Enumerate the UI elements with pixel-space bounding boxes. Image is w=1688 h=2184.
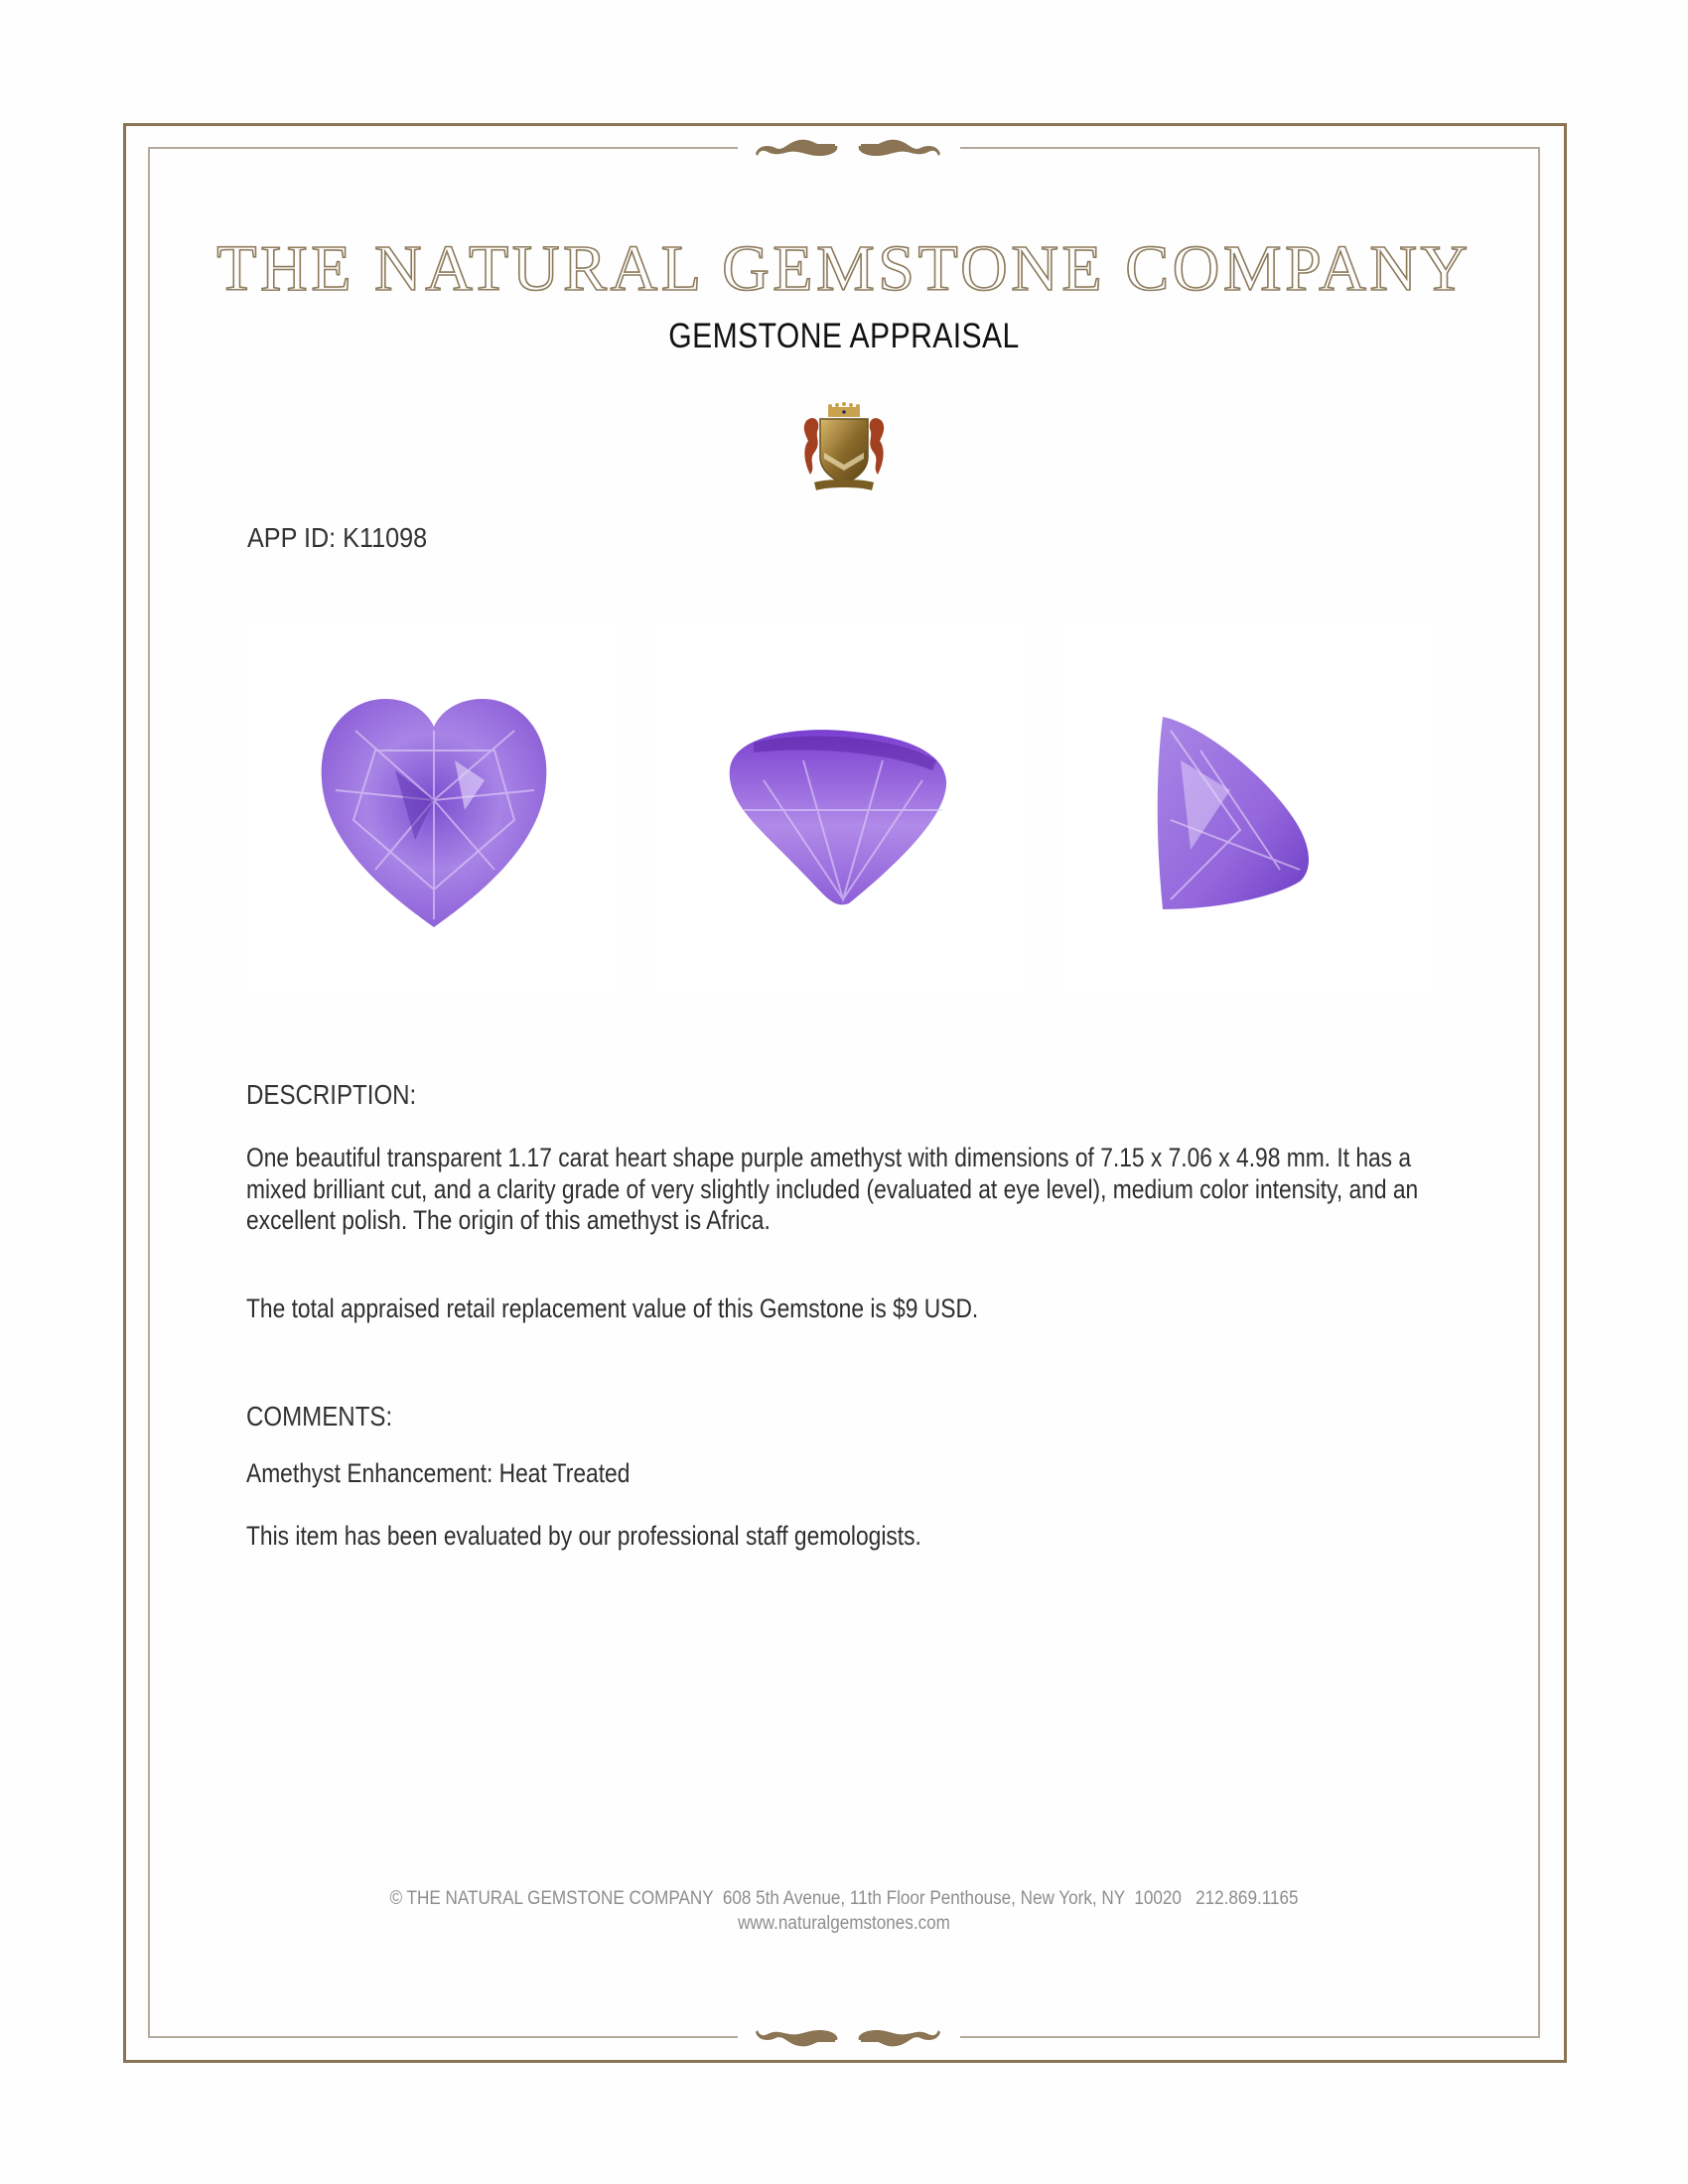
gem-photo-side-view <box>654 621 1030 995</box>
inner-frame-left <box>148 147 150 2038</box>
inner-frame-top-left <box>148 147 738 149</box>
company-name-title: THE NATURAL GEMSTONE COMPANY <box>216 232 1472 305</box>
company-crest-icon <box>802 401 886 494</box>
document-title: GEMSTONE APPRAISAL <box>668 317 1020 355</box>
comments-heading: COMMENTS: <box>246 1401 393 1432</box>
description-text: One beautiful transparent 1.17 carat heart shape purple amethyst with dimensions of 7.15 x 7.06 x 4.98 mm. It has a mixed brilliant cut, and a clarity grade of very slightly included (evaluated at eye level), medium color intensity, and an excellent polish. The origin of this amethyst is Africa. <box>246 1143 1419 1235</box>
inner-frame-top-right <box>960 147 1540 149</box>
footer-website-link[interactable]: www.naturalgemstones.com <box>738 1913 950 1934</box>
gem-side-icon <box>654 621 1030 995</box>
top-ornament-icon <box>754 136 942 158</box>
gem-photo-top-view <box>246 621 622 995</box>
heart-gem-icon <box>246 621 622 995</box>
app-id-label: APP ID: K11098 <box>247 522 428 553</box>
appraised-value-text: The total appraised retail replacement value of this Gemstone is $9 USD. <box>246 1294 979 1323</box>
evaluation-comment: This item has been evaluated by our professional staff gemologists. <box>246 1521 921 1551</box>
description-heading: DESCRIPTION: <box>246 1079 417 1110</box>
bottom-ornament-icon <box>754 2028 942 2050</box>
inner-frame-bottom-left <box>148 2036 738 2038</box>
inner-frame-right <box>1538 147 1540 2038</box>
inner-frame-bottom-right <box>960 2036 1540 2038</box>
gem-photo-profile-view <box>1061 621 1437 995</box>
gem-profile-icon <box>1061 621 1437 995</box>
footer-address: © THE NATURAL GEMSTONE COMPANY 608 5th Avenue, 11th Floor Penthouse, New York, NY 10020 212.869.1165 <box>389 1888 1299 1909</box>
enhancement-comment: Amethyst Enhancement: Heat Treated <box>246 1458 631 1488</box>
